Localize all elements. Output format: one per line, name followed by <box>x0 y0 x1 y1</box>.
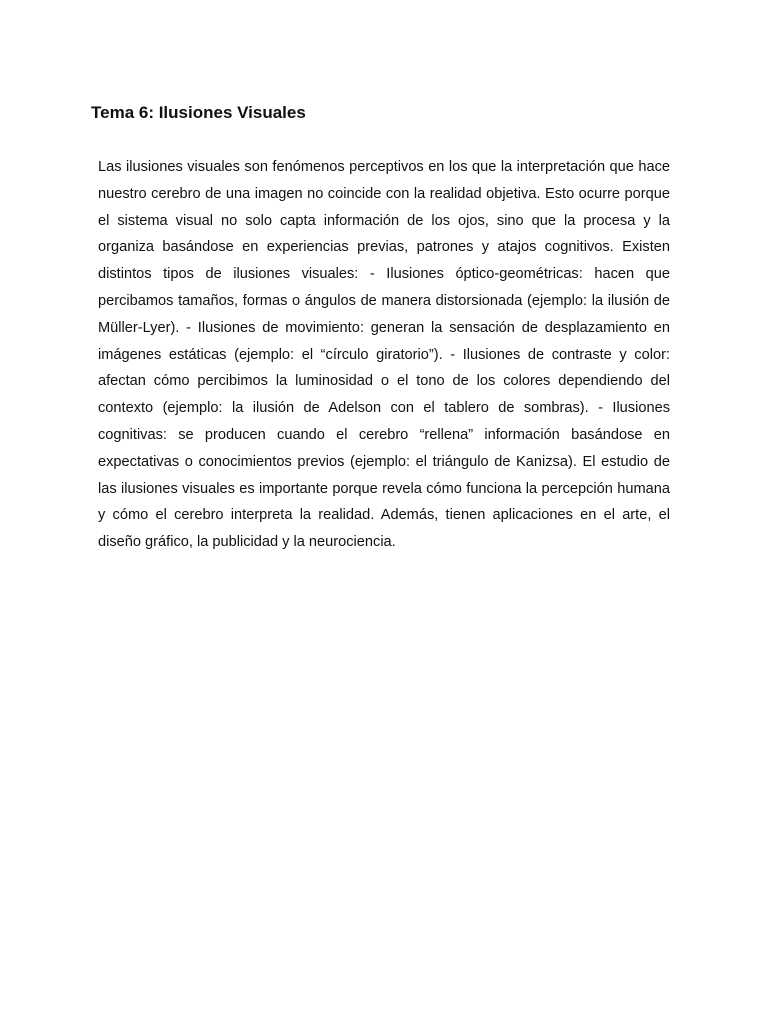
document-body-paragraph: Las ilusiones visuales son fenómenos perceptivos en los que la interpretación que hace nuestro cerebro de una imagen no coincide con la realidad objetiva. Esto ocurre porque el sistema visual no solo capta información de los ojos, sino que la procesa y la organiza basándose en experiencias previas, patrones y atajos cognitivos. Existen distintos tipos de ilusiones visuales: - Ilusiones óptico-geométricas: hacen que percibamos tamaños, formas o ángulos de manera distorsionada (ejemplo: la ilusión de Müller-Lyer). - Ilusiones de movimiento: generan la sensación de desplazamiento en imágenes estáticas (ejemplo: el “círculo giratorio”). - Ilusiones de contraste y color: afectan cómo percibimos la luminosidad o el tono de los colores dependiendo del contexto (ejemplo: la ilusión de Adelson con el tablero de sombras). - Ilusiones cognitivas: se producen cuando el cerebro “rellena” información basándose en expectativas o conocimientos previos (ejemplo: el triángulo de Kanizsa). El estudio de las ilusiones visuales es importante porque revela cómo funciona la percepción humana y cómo el cerebro interpreta la realidad. Además, tienen aplicaciones en el arte, el diseño gráfico, la publicidad y la neurociencia. <box>98 159 670 551</box>
document-title: Tema 6: Ilusiones Visuales <box>91 103 306 122</box>
